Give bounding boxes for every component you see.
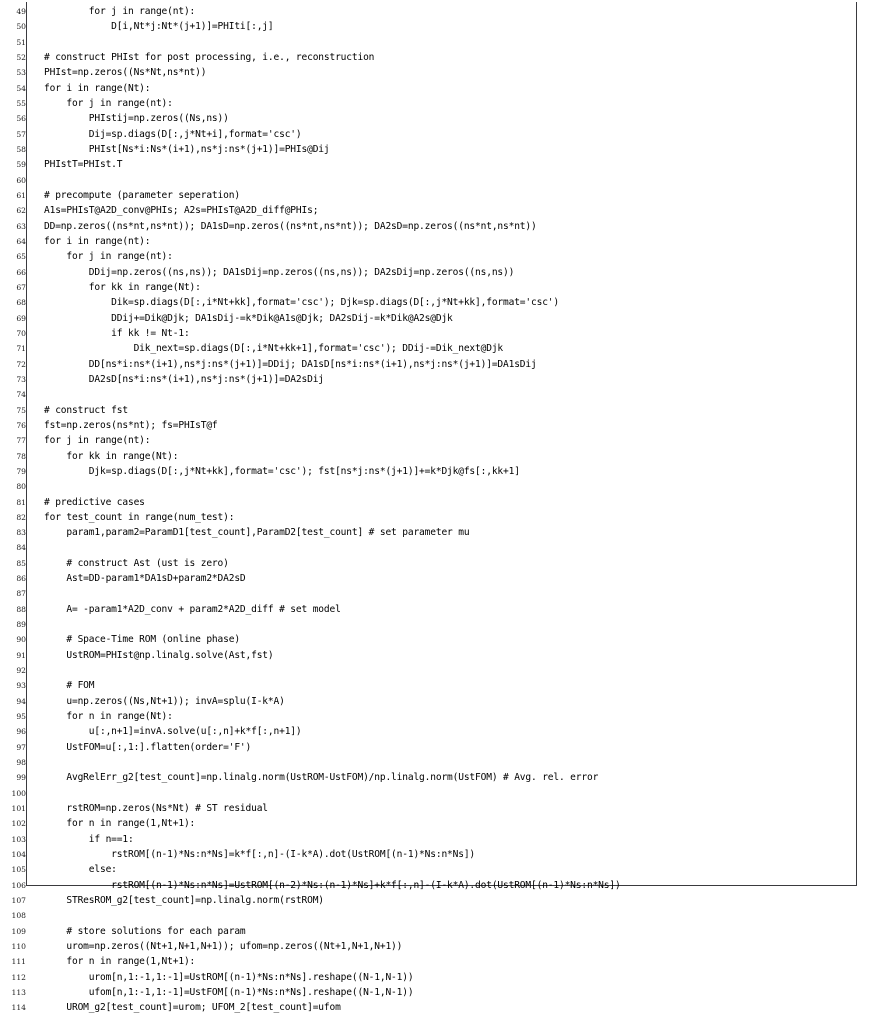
line-number: 80 <box>16 482 26 492</box>
code-line <box>0 4 879 19</box>
line-number: 109 <box>11 926 26 936</box>
code-text: UROM_g2[test_count]=urom; UFOM_2[test_count]=ufom <box>44 1002 341 1014</box>
code-text: AvgRelErr_g2[test_count]=np.linalg.norm(UstROM-UstFOM)/np.linalg.norm(UstFOM) # Avg. rel. error <box>44 772 599 784</box>
line-number: 51 <box>16 37 26 47</box>
code-line <box>0 65 879 80</box>
code-line <box>0 755 879 770</box>
line-number: 56 <box>16 114 26 124</box>
code-line <box>0 173 879 188</box>
code-line <box>0 81 879 96</box>
line-number: 52 <box>16 52 26 62</box>
code-text: D[i,Nt*j:Nt*(j+1)]=PHIti[:,j] <box>44 21 274 33</box>
line-number: 60 <box>16 175 26 185</box>
code-line <box>0 111 879 126</box>
line-number: 88 <box>16 604 26 614</box>
code-line <box>0 495 879 510</box>
line-number: 77 <box>16 436 26 446</box>
line-number: 101 <box>11 804 26 814</box>
code-line <box>0 234 879 249</box>
code-line <box>0 893 879 908</box>
code-line <box>0 816 879 831</box>
code-line <box>0 464 879 479</box>
code-text: STResROM_g2[test_count]=np.linalg.norm(rstROM) <box>44 895 324 907</box>
line-number: 58 <box>16 144 26 154</box>
line-number: 102 <box>11 819 26 829</box>
line-number: 54 <box>16 83 26 93</box>
code-line <box>0 357 879 372</box>
line-number: 105 <box>11 865 26 875</box>
code-line <box>0 525 879 540</box>
line-number: 66 <box>16 267 26 277</box>
line-number: 85 <box>16 558 26 568</box>
line-number: 50 <box>16 22 26 32</box>
code-line <box>0 510 879 525</box>
code-text: if n==1: <box>44 833 134 845</box>
line-number: 87 <box>16 589 26 599</box>
code-text: DDij=np.zeros((ns,ns)); DA1sDij=np.zeros((ns,ns)); DA2sDij=np.zeros((ns,ns)) <box>44 266 515 278</box>
code-line <box>0 801 879 816</box>
code-text: PHIst[Ns*i:Ns*(i+1),ns*j:ns*(j+1)]=PHIs@Dij <box>44 143 330 155</box>
line-number: 69 <box>16 313 26 323</box>
code-text: Dik_next=sp.diags(D[:,i*Nt+kk+1],format='csc'); DDij-=Dik_next@Djk <box>44 343 504 355</box>
code-line <box>0 924 879 939</box>
code-line <box>0 832 879 847</box>
line-number: 114 <box>11 1003 26 1013</box>
line-number: 63 <box>16 221 26 231</box>
code-line <box>0 678 879 693</box>
code-text: for j in range(nt): <box>44 435 151 447</box>
code-text: UstFOM=u[:,1:].flatten(order='F') <box>44 741 252 753</box>
line-number: 74 <box>16 390 26 400</box>
code-text: for kk in range(Nt): <box>44 281 201 293</box>
line-number: 59 <box>16 160 26 170</box>
code-line <box>0 954 879 969</box>
code-line <box>0 985 879 1000</box>
code-line <box>0 326 879 341</box>
code-line <box>0 341 879 356</box>
code-line <box>0 265 879 280</box>
line-number: 112 <box>11 972 26 982</box>
code-line <box>0 433 879 448</box>
code-text: rstROM[(n-1)*Ns:n*Ns]=k*f[:,n]-(I-k*A).dot(UstROM[(n-1)*Ns:n*Ns]) <box>44 849 476 861</box>
code-text: # Space-Time ROM (online phase) <box>44 634 240 646</box>
code-line <box>0 724 879 739</box>
code-text: for test_count in range(num_test): <box>44 511 235 523</box>
code-line <box>0 50 879 65</box>
line-number: 72 <box>16 359 26 369</box>
line-number: 62 <box>16 206 26 216</box>
code-line <box>0 740 879 755</box>
code-text: urom=np.zeros((Nt+1,N+1,N+1)); ufom=np.zeros((Nt+1,N+1,N+1)) <box>44 941 403 953</box>
line-number: 84 <box>16 543 26 553</box>
code-text: PHIstij=np.zeros((Ns,ns)) <box>44 113 229 125</box>
code-line <box>0 372 879 387</box>
line-number: 61 <box>16 190 26 200</box>
line-number: 103 <box>11 834 26 844</box>
code-line <box>0 219 879 234</box>
code-text: # construct Ast (ust is zero) <box>44 557 229 569</box>
code-line <box>0 602 879 617</box>
code-text: rstROM=np.zeros(Ns*Nt) # ST residual <box>44 803 268 815</box>
code-line <box>0 770 879 785</box>
code-line <box>0 19 879 34</box>
code-line <box>0 387 879 402</box>
code-text: for i in range(Nt): <box>44 82 151 94</box>
code-line <box>0 142 879 157</box>
code-line <box>0 127 879 142</box>
code-line <box>0 786 879 801</box>
code-line <box>0 188 879 203</box>
line-number: 71 <box>16 344 26 354</box>
code-text: Ast=DD-param1*DA1sD+param2*DA2sD <box>44 573 246 585</box>
line-number: 49 <box>16 7 26 16</box>
code-text: # precompute (parameter seperation) <box>44 189 240 201</box>
line-number: 79 <box>16 466 26 476</box>
code-line <box>0 617 879 632</box>
code-line <box>0 862 879 877</box>
line-number: 108 <box>11 911 26 921</box>
code-text: for j in range(nt): <box>44 97 173 109</box>
code-line <box>0 847 879 862</box>
code-line <box>0 540 879 555</box>
line-number: 91 <box>16 650 26 660</box>
code-line <box>0 449 879 464</box>
code-text: u=np.zeros((Ns,Nt+1)); invA=splu(I-k*A) <box>44 695 285 707</box>
line-number: 95 <box>16 712 26 722</box>
code-text: ufom[n,1:-1,1:-1]=UstFOM[(n-1)*Ns:n*Ns].reshape((N-1,N-1)) <box>44 987 414 998</box>
code-text: DA2sD[ns*i:ns*(i+1),ns*j:ns*(j+1)]=DA2sDij <box>44 373 324 385</box>
code-text: # FOM <box>44 680 95 692</box>
code-line <box>0 648 879 663</box>
code-line <box>0 403 879 418</box>
line-number: 70 <box>16 328 26 338</box>
line-number: 97 <box>16 742 26 752</box>
line-number: 104 <box>11 850 26 860</box>
code-line <box>0 96 879 111</box>
line-number: 93 <box>16 681 26 691</box>
code-text: if kk != Nt-1: <box>44 327 190 339</box>
line-number: 90 <box>16 635 26 645</box>
code-text: for n in range(Nt): <box>44 711 173 723</box>
code-text: PHIst=np.zeros((Ns*Nt,ns*nt)) <box>44 67 207 79</box>
code-line <box>0 203 879 218</box>
code-text: for j in range(nt): <box>44 251 173 263</box>
code-line <box>0 663 879 678</box>
code-text: else: <box>44 864 117 876</box>
line-number: 98 <box>16 758 26 768</box>
code-text: for i in range(nt): <box>44 235 151 247</box>
line-number: 107 <box>11 896 26 906</box>
code-text: param1,param2=ParamD1[test_count],ParamD2[test_count] # set parameter mu <box>44 527 470 539</box>
line-number: 96 <box>16 727 26 737</box>
code-line <box>0 280 879 295</box>
code-line <box>0 249 879 264</box>
line-number: 73 <box>16 374 26 384</box>
code-text: Dik=sp.diags(D[:,i*Nt+kk],format='csc'); Djk=sp.diags(D[:,j*Nt+kk],format='csc') <box>44 297 559 309</box>
code-text: A= -param1*A2D_conv + param2*A2D_diff # set model <box>44 603 341 615</box>
code-line <box>0 694 879 709</box>
code-line <box>0 908 879 923</box>
code-text: for n in range(1,Nt+1): <box>44 818 196 830</box>
code-text: Dij=sp.diags(D[:,j*Nt+i],format='csc') <box>44 128 302 140</box>
code-text: # construct fst <box>44 404 128 416</box>
code-line <box>0 556 879 571</box>
code-text: A1s=PHIsT@A2D_conv@PHIs; A2s=PHIsT@A2D_diff@PHIs; <box>44 205 319 217</box>
line-number: 64 <box>16 236 26 246</box>
code-line <box>0 939 879 954</box>
line-number: 89 <box>16 620 26 630</box>
code-text: DD=np.zeros((ns*nt,ns*nt)); DA1sD=np.zeros((ns*nt,ns*nt)); DA2sD=np.zeros((ns*nt,ns*nt)) <box>44 220 537 232</box>
code-line <box>0 571 879 586</box>
line-number: 78 <box>16 451 26 461</box>
code-text: urom[n,1:-1,1:-1]=UstROM[(n-1)*Ns:n*Ns].reshape((N-1,N-1)) <box>44 971 414 983</box>
code-line <box>0 970 879 985</box>
code-line <box>0 709 879 724</box>
line-number: 65 <box>16 252 26 262</box>
code-line <box>0 157 879 172</box>
line-number: 82 <box>16 512 26 522</box>
code-line <box>0 1000 879 1015</box>
line-number: 81 <box>16 497 26 507</box>
line-number: 94 <box>16 696 26 706</box>
line-number: 57 <box>16 129 26 139</box>
code-line <box>0 479 879 494</box>
line-number: 113 <box>11 988 26 997</box>
line-number: 99 <box>16 773 26 783</box>
code-text: DD[ns*i:ns*(i+1),ns*j:ns*(j+1)]=DDij; DA1sD[ns*i:ns*(i+1),ns*j:ns*(j+1)]=DA1sDij <box>44 358 537 370</box>
code-text: Djk=sp.diags(D[:,j*Nt+kk],format='csc'); fst[ns*j:ns*(j+1)]+=k*Djk@fs[:,kk+1] <box>44 465 520 477</box>
code-text: for j in range(nt): <box>44 6 196 17</box>
code-line <box>0 878 879 893</box>
code-line <box>0 632 879 647</box>
line-number: 110 <box>11 942 26 952</box>
line-number: 100 <box>11 788 26 798</box>
line-number: 111 <box>11 957 26 967</box>
code-text: for n in range(1,Nt+1): <box>44 956 196 968</box>
code-text: rstROM[(n-1)*Ns:n*Ns]=UstROM[(n-2)*Ns:(n-1)*Ns]+k*f[:,n]-(I-k*A).dot(UstROM[(n-1)*Ns:n*Ns]) <box>44 879 621 891</box>
line-number: 83 <box>16 528 26 538</box>
line-number: 86 <box>16 574 26 584</box>
code-line <box>0 418 879 433</box>
code-text: # predictive cases <box>44 496 145 508</box>
code-listing-rows <box>0 4 879 1016</box>
code-line <box>0 586 879 601</box>
code-text: # construct PHIst for post processing, i.e., reconstruction <box>44 51 375 63</box>
line-number: 55 <box>16 98 26 108</box>
code-text: for kk in range(Nt): <box>44 450 179 462</box>
code-text: PHIstT=PHIst.T <box>44 159 123 171</box>
code-line <box>0 295 879 310</box>
code-text: DDij+=Dik@Djk; DA1sDij-=k*Dik@A1s@Djk; DA2sDij-=k*Dik@A2s@Djk <box>44 312 453 324</box>
code-line <box>0 311 879 326</box>
line-number: 106 <box>11 880 26 890</box>
line-number: 68 <box>16 298 26 308</box>
line-number: 53 <box>16 68 26 78</box>
code-text: # store solutions for each param <box>44 925 246 937</box>
code-text: u[:,n+1]=invA.solve(u[:,n]+k*f[:,n+1]) <box>44 726 302 738</box>
line-number: 76 <box>16 420 26 430</box>
code-text: UstROM=PHIst@np.linalg.solve(Ast,fst) <box>44 649 274 661</box>
line-number: 75 <box>16 405 26 415</box>
line-number: 92 <box>16 666 26 676</box>
code-line <box>0 35 879 50</box>
line-number: 67 <box>16 282 26 292</box>
code-text: fst=np.zeros(ns*nt); fs=PHIsT@f <box>44 419 218 431</box>
